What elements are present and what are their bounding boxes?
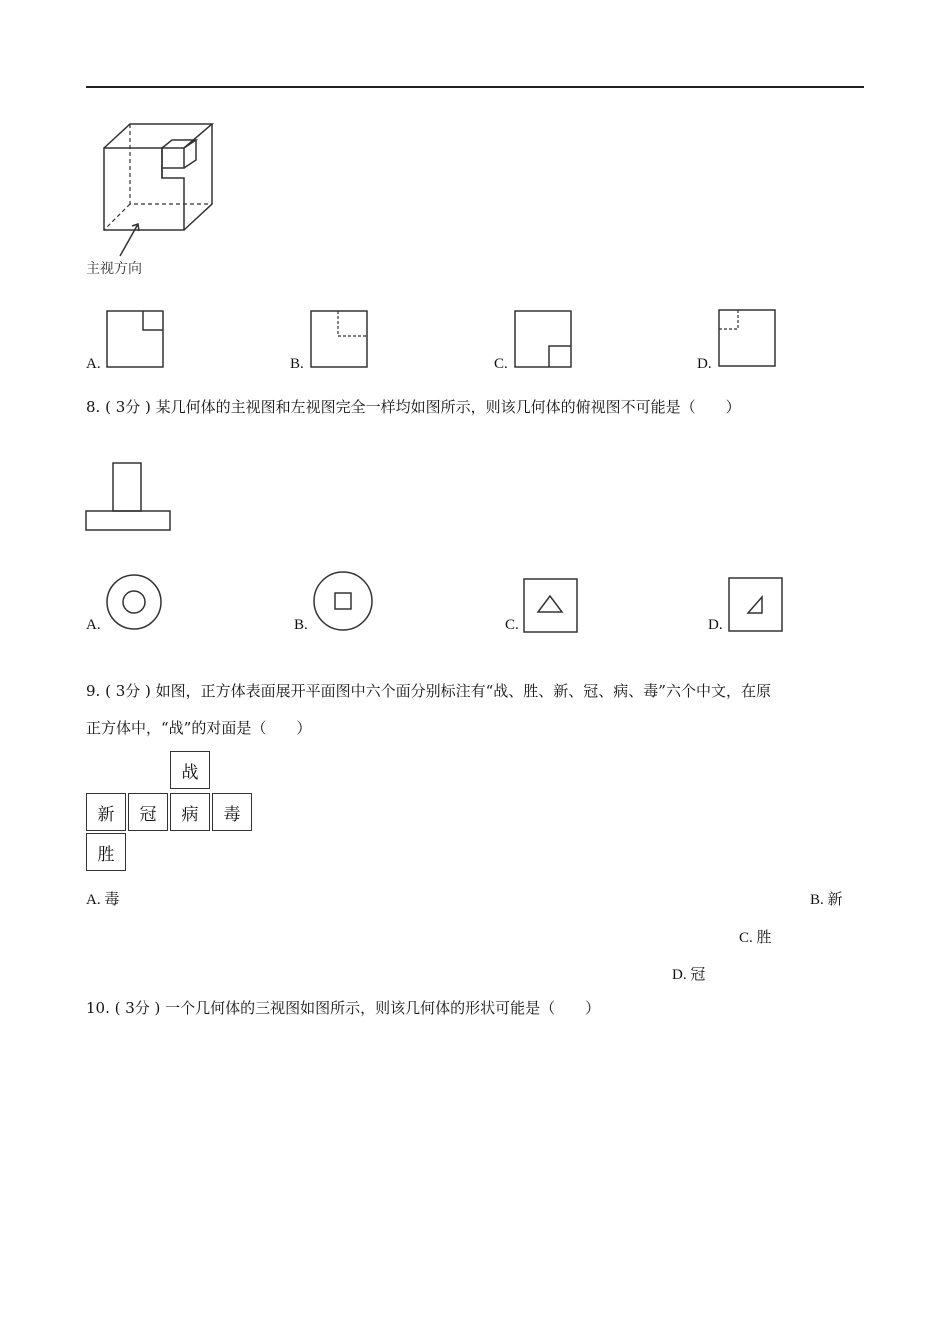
q10-stem: 10. ( 3分 ) 一个几何体的三视图如图所示，则该几何体的形状可能是（ ） [86,999,601,1017]
q9-stem-line1: 9. ( 3分 ) 如图，正方体表面展开平面图中六个面分别标注有“战、胜、新、冠、病、毒”六个中文，在原 [86,682,771,700]
q8-front-view-figure [85,462,173,532]
q8-option-c[interactable]: C. [505,617,519,633]
q7-option-b-figure [310,310,368,368]
q7-option-b[interactable]: B. [290,356,304,372]
net-cell-row-1: 新 [86,793,126,831]
q7-option-c[interactable]: C. [494,356,508,372]
q9-option-a[interactable]: A. 毒 [86,892,120,908]
q7-cube-figure [80,118,230,233]
q7-option-a-figure [106,310,164,368]
net-cell-row-2: 冠 [128,793,168,831]
q8-option-c-figure [523,578,579,634]
q8-option-a[interactable]: A. [86,617,101,633]
q7-option-d[interactable]: D. [697,356,712,372]
header-rule [86,86,864,88]
q9-cube-net [86,751,256,873]
q9-stem-line2: 正方体中，“战”的对面是（ ） [86,719,312,737]
q8-stem: 8. ( 3分 ) 某几何体的主视图和左视图完全一样均如图所示，则该几何体的俯视图不可能是（ ） [86,398,741,416]
q7-option-d-figure [718,309,776,367]
q8-option-d[interactable]: D. [708,617,723,633]
net-cell-bottom: 胜 [86,833,126,871]
q7-view-direction-caption: 主视方向 [86,261,142,277]
q8-option-a-figure [106,574,164,632]
net-cell-top: 战 [170,751,210,789]
q7-option-a[interactable]: A. [86,356,101,372]
q9-option-b[interactable]: B. 新 [810,892,843,908]
q9-option-d[interactable]: D. 冠 [672,967,706,983]
net-cell-row-4: 毒 [212,793,252,831]
q7-option-c-figure [514,310,572,368]
q8-option-b-figure [313,571,375,633]
q8-option-b[interactable]: B. [294,617,308,633]
net-cell-row-3: 病 [170,793,210,831]
q9-option-c[interactable]: C. 胜 [739,930,772,946]
q8-option-d-figure [728,577,784,633]
